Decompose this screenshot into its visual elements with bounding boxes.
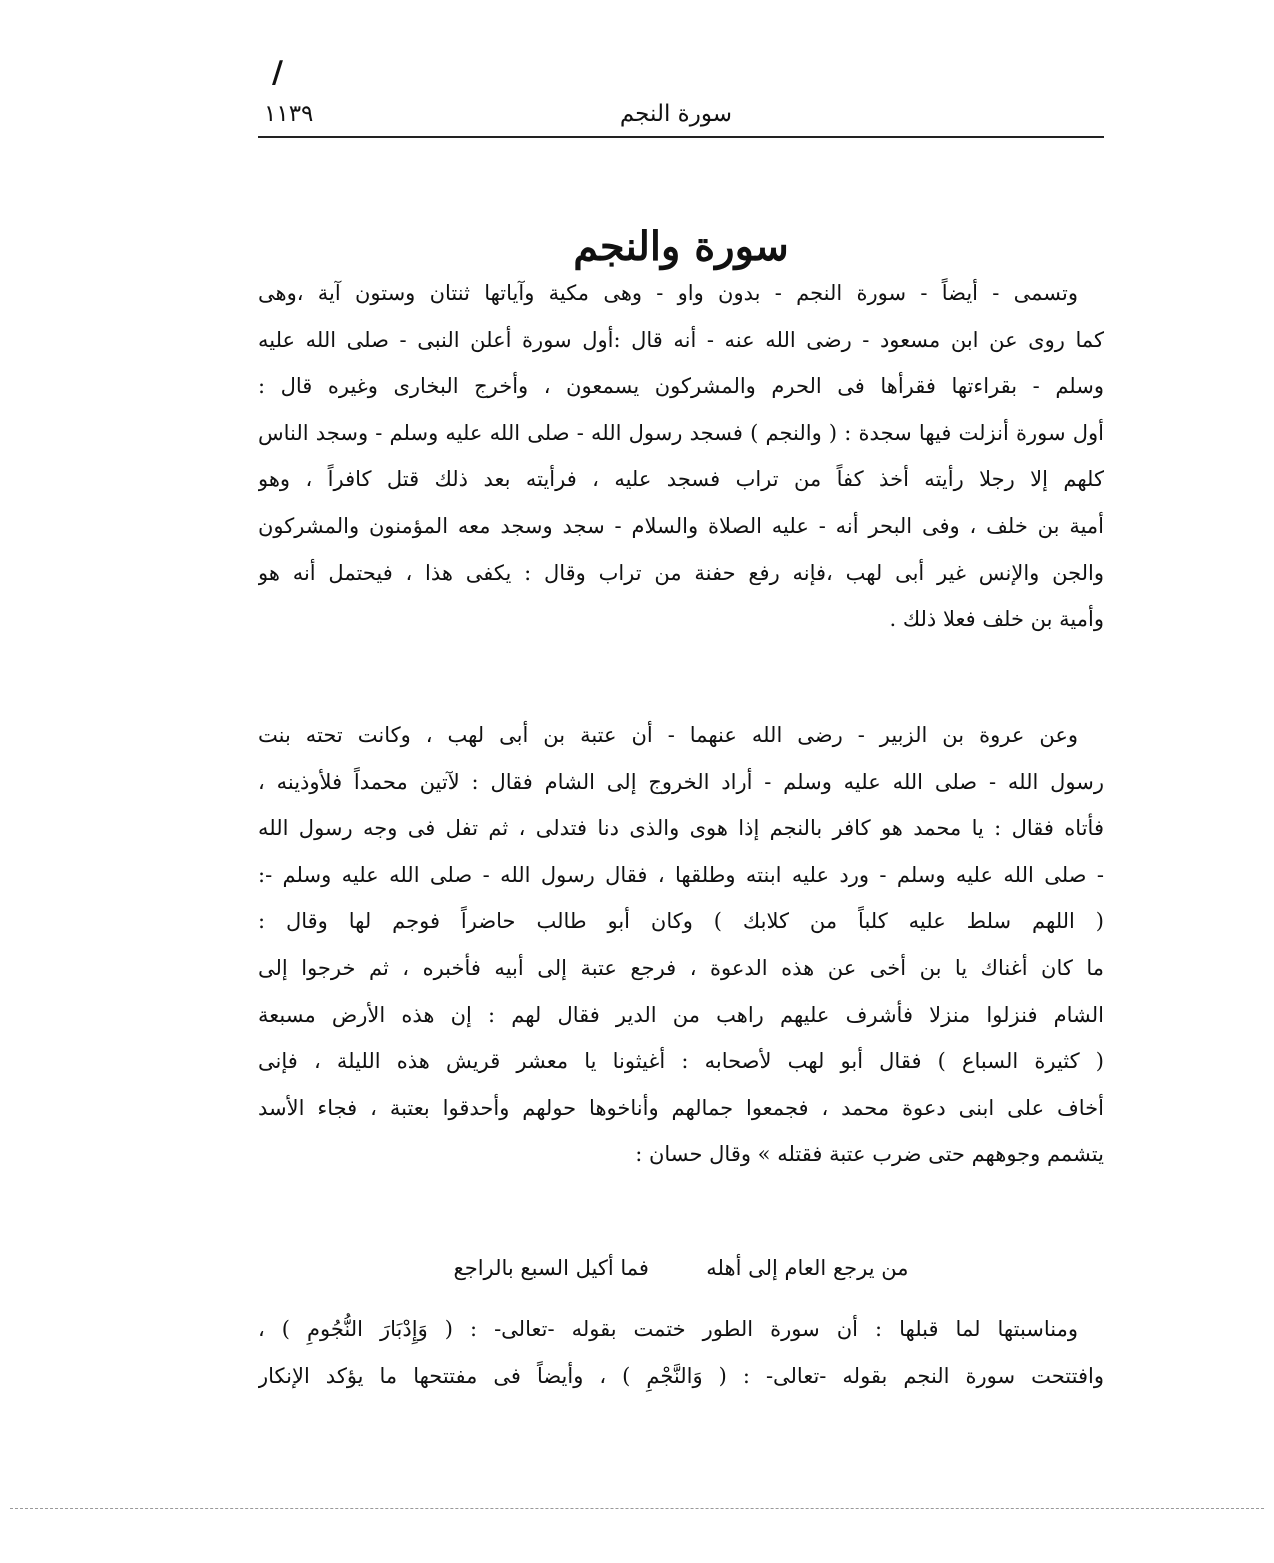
bottom-rule [10,1508,1264,1509]
text-line: أمية بن خلف ، وفى البحر أنه - عليه الصلاة والسلام - سجد وسجد معه المؤمنون والمشركون [258,513,1104,538]
text-line: كما روى عن ابن مسعود - رضى الله عنه - أنه قال :أول سورة أعلن النبى - صلى الله عليه [258,327,1104,352]
text-line: رسول الله - صلى الله عليه وسلم - أراد الخروج إلى الشام فقال : لآتين محمداً فلأوذينه ، [258,769,1104,794]
text-line: - صلى الله عليه وسلم - ورد عليه ابنته وطلقها ، فقال رسول الله - صلى الله عليه وسلم -: [258,862,1104,887]
text-line: ومناسبتها لما قبلها : أن سورة الطور ختمت بقوله -تعالى- : ( وَإِدْبَارَ النُّجُومِ ) ، [258,1317,1078,1341]
text-line: وسلم - بقراءتها فقرأها فى الحرم والمشركون يسمعون ، وأخرج البخارى وغيره قال : [258,374,1104,399]
text-line: الشام فنزلوا منزلا فأشرف عليهم راهب من الدير فقال لهم : إن هذه الأرض مسبعة [258,1002,1104,1027]
text-line: وتسمى - أيضاً - سورة النجم - بدون واو - وهى مكية وآياتها ثنتان وستون آية ،وهى [258,281,1078,305]
chapter-title: سورة والنجم [573,222,789,270]
text-line: وافتتحت سورة النجم بقوله -تعالى- : ( وَالنَّجْمِ ) ، وأيضاً فى مفتتحها ما يؤكد الإنكار [258,1363,1104,1388]
verse-second-hemistich: فما أكيل السبع بالراجع [453,1256,649,1280]
text-line: ( اللهم سلط عليه كلباً من كلابك ) وكان أبو طالب حاضراً فوجم لها وقال : [258,909,1104,934]
text-line: يتشمم وجوههم حتى ضرب عتبة فقتله » وقال حسان : [635,1142,1104,1167]
corner-mark: / [272,55,283,90]
text-line: ما كان أغناك يا بن أخى عن هذه الدعوة ، فرجع عتبة إلى أبيه فأخبره ، ثم خرجوا إلى [258,955,1104,980]
poetry-verse [258,1248,1104,1288]
running-title: سورة النجم [619,101,732,127]
running-head [258,96,1104,138]
text-line: ( كثيرة السباع ) فقال أبو لهب لأصحابه : أغيثونا يا معشر قريش هذه الليلة ، فإنى [258,1049,1104,1074]
intro-paragraph [258,270,1104,643]
relation-paragraph [258,1306,1104,1399]
text-line: أول سورة أنزلت فيها سجدة : ( والنجم ) فسجد رسول الله - صلى الله عليه وسلم - وسجد الناس [258,420,1104,445]
text-line: أخاف على ابنى دعوة محمد ، فجمعوا جمالهم وأناخوها حولهم وأحدقوا بعتبة ، فجاء الأسد [258,1095,1104,1120]
text-line: والجن والإنس غير أبى لهب ،فإنه رفع حفنة من تراب وقال : يكفى هذا ، فيحتمل أنه هو [258,560,1104,585]
narration-paragraph [258,712,1104,1178]
text-line: وأمية بن خلف فعلا ذلك . [889,607,1104,632]
text-line: كلهم إلا رجلا رأيته أخذ كفاً من تراب فسجد عليه ، فرأيته بعد ذلك قتل كافراً ، وهو [258,467,1104,492]
text-line: فأتاه فقال : يا محمد هو كافر بالنجم إذا هوى والذى دنا فتدلى ، ثم تفل فى وجه رسول الله [258,816,1104,841]
text-line: وعن عروة بن الزبير - رضى الله عنهما - أن عتبة بن أبى لهب ، وكانت تحته بنت [258,723,1078,747]
verse-first-hemistich: من يرجع العام إلى أهله [706,1256,909,1280]
page-number: ١١٣٩ [264,101,314,127]
